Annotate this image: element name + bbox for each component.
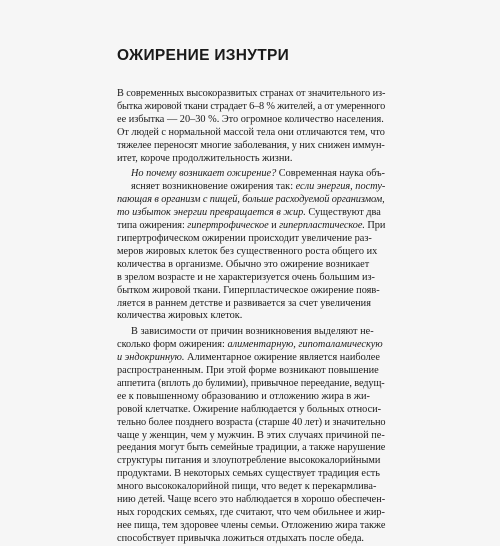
text-run: В зависимости от причин возникновения выделяют не- [131, 326, 374, 338]
text-line [117, 114, 385, 127]
text-run: ее избытка — 20–30 %. Это огромное количество населения. [117, 113, 384, 125]
text-line [117, 520, 385, 533]
text-line [117, 417, 385, 430]
text-line [117, 220, 385, 233]
italic-text: пающая в организм с пищей, больше расходуемой организмом, [117, 194, 385, 206]
text-line [117, 194, 385, 207]
italic-text: Но почему возникает ожирение? [131, 168, 277, 180]
text-run: и [268, 220, 280, 232]
text-line [117, 442, 385, 455]
text-run: ляется в раннем детстве и развивается за счет увеличения [117, 297, 371, 309]
text-line [117, 430, 385, 443]
text-run: продуктами. В некоторых семьях существует традиция есть [117, 468, 380, 480]
text-run: тельно более позднего возраста (старше 40 лет) и значительно [117, 416, 386, 428]
text-run: Алиментарное ожирение является наиболее [184, 352, 380, 364]
text-line [117, 153, 385, 166]
text-line [117, 494, 385, 507]
text-line [117, 181, 385, 194]
text-line [117, 352, 385, 365]
text-line [117, 207, 385, 220]
text-line [117, 140, 385, 153]
text-line [117, 378, 385, 391]
text-run: нию детей. Чаще всего это наблюдается в хорошо обеспечен- [117, 494, 386, 506]
italic-text: гипертрофическое [187, 220, 269, 232]
text-line [117, 88, 385, 101]
text-line [117, 339, 385, 352]
text-line [117, 326, 385, 339]
text-run: распространенным. При этой форме возникают повышение [117, 365, 379, 377]
text-run: меров жировых клеток без существенного роста общего их [117, 245, 378, 257]
text-line [117, 101, 385, 114]
text-run: ных городских семьях, где считают, что чем обильнее и жир- [117, 507, 385, 518]
text-run: нее пища, тем здоровее члены семьи. Отложению жира также [117, 519, 386, 531]
text-run: аппетита (вплоть до булимии), привычное переедание, ведущ- [117, 377, 385, 389]
text-line [117, 246, 385, 259]
text-line [117, 404, 385, 417]
text-line [117, 507, 385, 520]
text-line [117, 168, 385, 181]
text-line [117, 127, 385, 140]
text-line [117, 285, 385, 298]
text-run: много высококалорийной пищи, что ведет к перекармлива- [117, 481, 377, 493]
text-run: тяжелее переносят многие заболевания, у них снижен иммун- [117, 139, 385, 151]
text-run: типа ожирения: [117, 220, 188, 232]
text-run: От людей с нормальной массой тела они отличаются тем, что [117, 126, 385, 138]
text-line [117, 455, 385, 468]
text-line [117, 310, 385, 323]
text-line [117, 533, 385, 546]
text-run: в зрелом возрасте и не характеризуется очень большим из- [117, 271, 375, 283]
text-run: бытка жировой ткани страдает 6–8 % жителей, а от умеренного [117, 100, 386, 112]
text-line [117, 298, 385, 311]
text-run: структуры питания и злоупотребление высококалорийными [117, 455, 381, 467]
text-line [117, 365, 385, 378]
text-run: ясняет возникновение ожирения так: [131, 181, 296, 193]
text-run: сколько форм ожирения: [117, 339, 228, 351]
section-heading: ОЖИРЕНИЕ ИЗНУТРИ [117, 47, 290, 64]
italic-text: и эндокринную. [117, 352, 185, 364]
italic-text: алиментарную, гипоталамическую [227, 339, 383, 351]
text-run: реедания могут быть семейные традиции, а также нарушение [117, 442, 386, 454]
italic-text: то избыток энергии превращается в жир. [117, 207, 306, 219]
text-run: итет, короче продолжительность жизни. [117, 152, 293, 164]
text-line [117, 481, 385, 494]
text-run: Существуют два [305, 207, 381, 219]
text-line [117, 272, 385, 285]
body-text [117, 88, 385, 546]
text-run: количества в организме. Обычно это ожирение возникает [117, 258, 370, 270]
italic-text: гиперпластическое. [279, 220, 365, 232]
text-run: Современная наука объ- [276, 168, 385, 180]
text-line [117, 468, 385, 481]
text-run: При [364, 220, 386, 232]
text-run: бытком жировой ткани. Гиперпластическое ожирение появ- [117, 284, 380, 296]
text-run: ее к повышенному образованию и отложению жира в жи- [117, 390, 370, 402]
text-line [117, 259, 385, 272]
text-run: чаще у женщин, чем у мужчин. В этих случаях причиной пе- [117, 429, 385, 441]
text-line [117, 391, 385, 404]
text-run: способствует привычка ложиться отдыхать после обеда. [117, 532, 364, 544]
text-run: ровой клетчатке. Ожирение наблюдается у больных относи- [117, 403, 382, 415]
text-line [117, 233, 385, 246]
text-run: количества жировых клеток. [117, 310, 243, 322]
text-run: В современных высокоразвитых странах от значительного из- [117, 88, 386, 99]
italic-text: если энергия, посту- [295, 181, 386, 193]
text-run: гипертрофическом ожирении происходит увеличение раз- [117, 232, 372, 244]
